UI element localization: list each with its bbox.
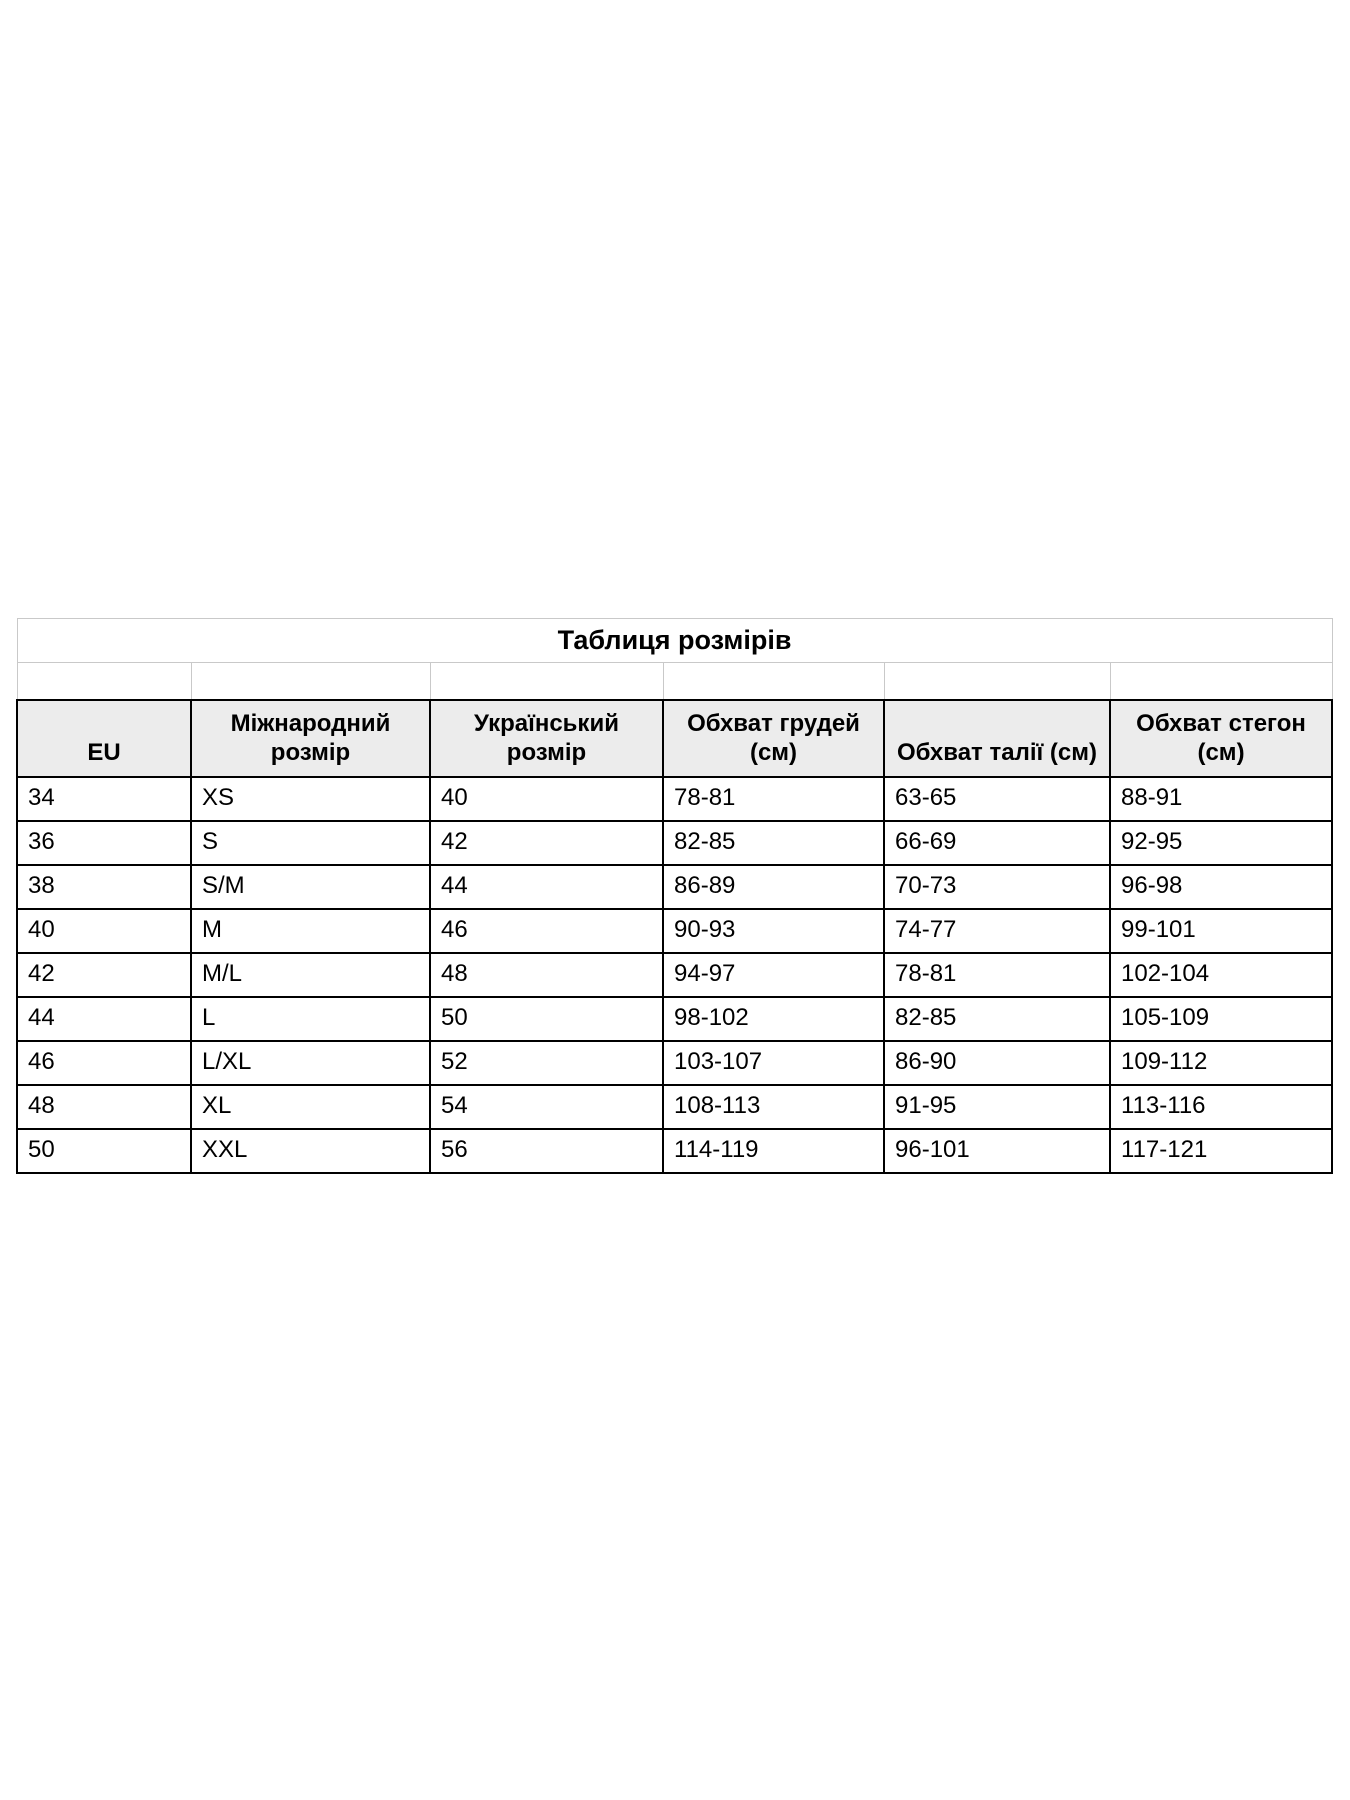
cell-waist-cm: 63-65: [884, 777, 1110, 821]
cell-chest-cm: 103-107: [663, 1041, 884, 1085]
cell-hips-cm: 88-91: [1110, 777, 1332, 821]
cell-eu-size: 42: [17, 953, 191, 997]
table-row: [17, 909, 1332, 953]
table-title: Таблиця розмірів: [17, 619, 1332, 663]
cell-chest-cm: 90-93: [663, 909, 884, 953]
spacer-cell: [191, 663, 430, 700]
cell-chest-cm: 82-85: [663, 821, 884, 865]
column-header-chest: Обхват грудей (см): [663, 700, 884, 777]
cell-ukrainian-size: 54: [430, 1085, 663, 1129]
table-row: [17, 953, 1332, 997]
cell-ukrainian-size: 56: [430, 1129, 663, 1173]
cell-hips-cm: 99-101: [1110, 909, 1332, 953]
cell-eu-size: 36: [17, 821, 191, 865]
cell-hips-cm: 109-112: [1110, 1041, 1332, 1085]
table-row: [17, 821, 1332, 865]
cell-waist-cm: 70-73: [884, 865, 1110, 909]
cell-hips-cm: 117-121: [1110, 1129, 1332, 1173]
column-header-international-size: Міжнародний розмір: [191, 700, 430, 777]
cell-hips-cm: 102-104: [1110, 953, 1332, 997]
cell-international-size: M: [191, 909, 430, 953]
cell-eu-size: 50: [17, 1129, 191, 1173]
table-row: [17, 1129, 1332, 1173]
cell-chest-cm: 78-81: [663, 777, 884, 821]
column-header-waist: Обхват талії (см): [884, 700, 1110, 777]
cell-international-size: XS: [191, 777, 430, 821]
spacer-cell: [17, 663, 191, 700]
cell-international-size: M/L: [191, 953, 430, 997]
cell-waist-cm: 74-77: [884, 909, 1110, 953]
table-body: [17, 777, 1332, 1173]
cell-eu-size: 40: [17, 909, 191, 953]
column-header-hips: Обхват стегон (см): [1110, 700, 1332, 777]
cell-chest-cm: 108-113: [663, 1085, 884, 1129]
cell-international-size: S: [191, 821, 430, 865]
cell-waist-cm: 82-85: [884, 997, 1110, 1041]
cell-waist-cm: 78-81: [884, 953, 1110, 997]
cell-hips-cm: 105-109: [1110, 997, 1332, 1041]
cell-international-size: XXL: [191, 1129, 430, 1173]
cell-ukrainian-size: 44: [430, 865, 663, 909]
spacer-cell: [430, 663, 663, 700]
cell-hips-cm: 92-95: [1110, 821, 1332, 865]
cell-chest-cm: 86-89: [663, 865, 884, 909]
cell-waist-cm: 86-90: [884, 1041, 1110, 1085]
table-row: [17, 1085, 1332, 1129]
table-header-row: [17, 700, 1332, 777]
cell-ukrainian-size: 40: [430, 777, 663, 821]
cell-hips-cm: 113-116: [1110, 1085, 1332, 1129]
spacer-cell: [663, 663, 884, 700]
cell-hips-cm: 96-98: [1110, 865, 1332, 909]
cell-eu-size: 38: [17, 865, 191, 909]
size-table: [16, 618, 1333, 1174]
cell-ukrainian-size: 42: [430, 821, 663, 865]
cell-waist-cm: 96-101: [884, 1129, 1110, 1173]
cell-eu-size: 34: [17, 777, 191, 821]
cell-ukrainian-size: 48: [430, 953, 663, 997]
table-row: [17, 997, 1332, 1041]
size-chart-container: [16, 618, 1331, 1174]
cell-eu-size: 48: [17, 1085, 191, 1129]
cell-chest-cm: 98-102: [663, 997, 884, 1041]
table-row: [17, 1041, 1332, 1085]
table-row: [17, 777, 1332, 821]
cell-ukrainian-size: 52: [430, 1041, 663, 1085]
cell-eu-size: 46: [17, 1041, 191, 1085]
cell-ukrainian-size: 50: [430, 997, 663, 1041]
cell-waist-cm: 91-95: [884, 1085, 1110, 1129]
cell-international-size: XL: [191, 1085, 430, 1129]
cell-international-size: S/M: [191, 865, 430, 909]
spacer-cell: [884, 663, 1110, 700]
table-row: [17, 865, 1332, 909]
spacer-cell: [1110, 663, 1332, 700]
cell-waist-cm: 66-69: [884, 821, 1110, 865]
column-header-eu: EU: [17, 700, 191, 777]
cell-international-size: L: [191, 997, 430, 1041]
table-title-row: [17, 619, 1332, 663]
cell-chest-cm: 94-97: [663, 953, 884, 997]
column-header-ukrainian-size: Український розмір: [430, 700, 663, 777]
cell-eu-size: 44: [17, 997, 191, 1041]
spacer-row: [17, 663, 1332, 700]
cell-ukrainian-size: 46: [430, 909, 663, 953]
cell-international-size: L/XL: [191, 1041, 430, 1085]
cell-chest-cm: 114-119: [663, 1129, 884, 1173]
